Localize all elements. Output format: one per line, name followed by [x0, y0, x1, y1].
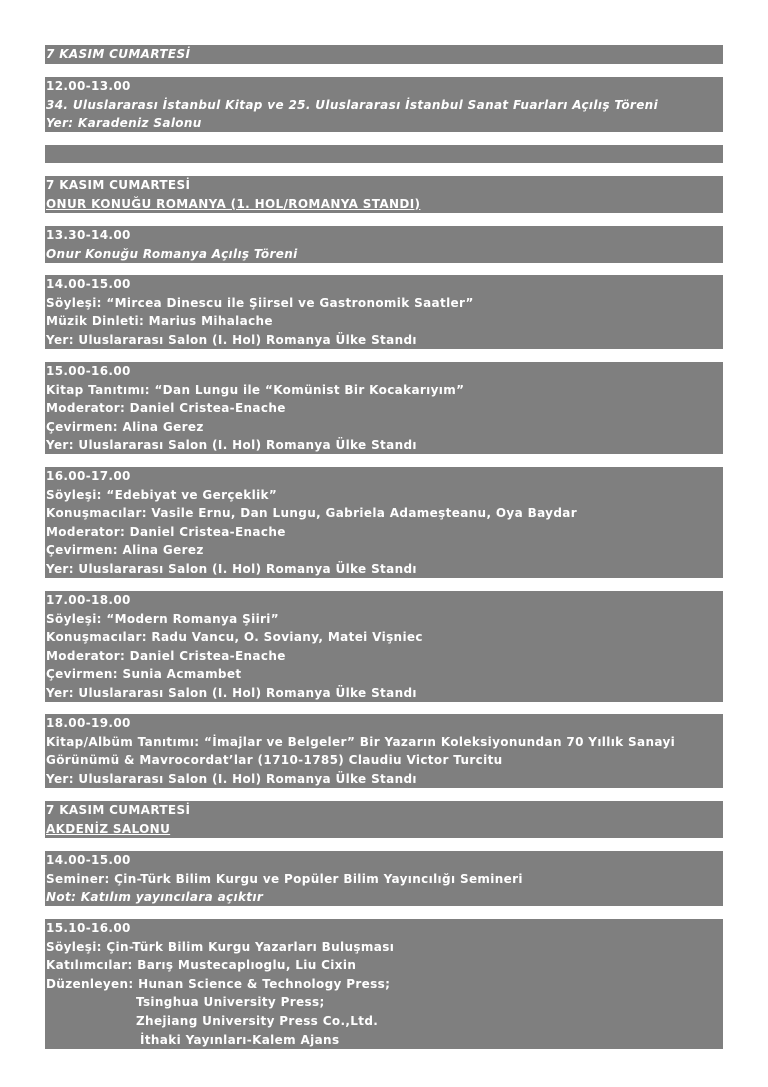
event-block — [45, 851, 723, 906]
event-line: Kitap Tanıtımı: “Dan Lungu ile “Komünist Bir Kocakarıyım” — [46, 382, 465, 397]
event-place: Yer: Uluslararası Salon (I. Hol) Romanya Ülke Standı — [46, 561, 417, 576]
event-line: Konuşmacılar: Radu Vancu, O. Soviany, Matei Vişniec — [46, 630, 423, 645]
section-date: 7 KASIM CUMARTESİ — [46, 803, 191, 817]
event-time: 18.00-19.00 — [46, 716, 131, 730]
event-block — [45, 362, 723, 454]
empty-spacer-bar — [45, 145, 723, 163]
section-subtitle: AKDENİZ SALONU — [46, 821, 171, 836]
organizer-line: Tsinghua University Press; — [136, 995, 325, 1010]
event-line: Söyleşi: “Edebiyat ve Gerçeklik” — [46, 487, 278, 502]
event-title: Onur Konuğu Romanya Açılış Töreni — [46, 246, 298, 261]
event-line: Çevirmen: Sunia Acmambet — [46, 667, 242, 682]
event-line: Kitap/Albüm Tanıtımı: “İmajlar ve Belgeler” Bir Yazarın Koleksiyonundan 70 Yıllık Sanayi — [46, 734, 676, 749]
event-place: Yer: Uluslararası Salon (I. Hol) Romanya Ülke Standı — [46, 685, 417, 700]
section-date: 7 KASIM CUMARTESİ — [46, 178, 191, 192]
event-time: 16.00-17.00 — [46, 469, 131, 483]
event-note: Not: Katılım yayıncılara açıktır — [46, 890, 264, 905]
event-line: Söyleşi: “Modern Romanya Şiiri” — [46, 611, 279, 626]
event-time: 13.30-14.00 — [46, 228, 131, 242]
event-time: 14.00-15.00 — [46, 853, 131, 867]
event-line: Çevirmen: Alina Gerez — [46, 543, 204, 558]
event-place: Yer: Uluslararası Salon (I. Hol) Romanya Ülke Standı — [46, 438, 417, 453]
event-line: Katılımcılar: Barış Mustecaplıoglu, Liu Cixin — [46, 958, 357, 973]
organizer-line: İthaki Yayınları-Kalem Ajans — [140, 1032, 340, 1047]
event-line: Söyleşi: “Mircea Dinescu ile Şiirsel ve Gastronomik Saatler” — [46, 295, 474, 310]
event-time: 15.00-16.00 — [46, 364, 131, 378]
event-time: 15.10-16.00 — [46, 921, 131, 935]
event-block — [45, 77, 723, 132]
event-time: 12.00-13.00 — [46, 79, 131, 93]
event-block — [45, 275, 723, 349]
section-header-1 — [45, 45, 723, 64]
section-header-2 — [45, 176, 723, 213]
event-line: Müzik Dinleti: Marius Mihalache — [46, 314, 273, 329]
event-line: Söyleşi: Çin-Türk Bilim Kurgu Yazarları Buluşması — [46, 939, 395, 954]
event-line: Düzenleyen: Hunan Science & Technology Press; — [46, 976, 391, 991]
event-line: Çevirmen: Alina Gerez — [46, 419, 204, 434]
event-line: Seminer: Çin-Türk Bilim Kurgu ve Popüler Bilim Yayıncılığı Semineri — [46, 871, 523, 886]
event-block — [45, 591, 723, 702]
event-title: 34. Uluslararası İstanbul Kitap ve 25. Uluslararası İstanbul Sanat Fuarları Açılış Töreni — [46, 97, 659, 112]
event-line: Moderator: Daniel Cristea-Enache — [46, 524, 286, 539]
event-place: Yer: Uluslararası Salon (I. Hol) Romanya Ülke Standı — [46, 332, 417, 347]
event-block — [45, 226, 723, 263]
event-line: Moderator: Daniel Cristea-Enache — [46, 401, 286, 416]
event-time: 17.00-18.00 — [46, 593, 131, 607]
event-line: Konuşmacılar: Vasile Ernu, Dan Lungu, Gabriela Adameşteanu, Oya Baydar — [46, 506, 577, 521]
event-place: Yer: Karadeniz Salonu — [46, 116, 202, 131]
section-date: 7 KASIM CUMARTESİ — [46, 47, 191, 61]
event-block — [45, 919, 723, 1049]
section-header-3 — [45, 801, 723, 838]
event-block — [45, 467, 723, 578]
event-place: Yer: Uluslararası Salon (I. Hol) Romanya Ülke Standı — [46, 771, 417, 786]
organizer-line: Zhejiang University Press Co.,Ltd. — [136, 1013, 379, 1028]
event-time: 14.00-15.00 — [46, 277, 131, 291]
event-line: Görünümü & Mavrocordat’lar (1710-1785) Claudiu Victor Turcitu — [46, 753, 503, 768]
event-block — [45, 714, 723, 788]
section-subtitle: ONUR KONUĞU ROMANYA (1. HOL/ROMANYA STANDI) — [46, 196, 421, 211]
event-line: Moderator: Daniel Cristea-Enache — [46, 648, 286, 663]
